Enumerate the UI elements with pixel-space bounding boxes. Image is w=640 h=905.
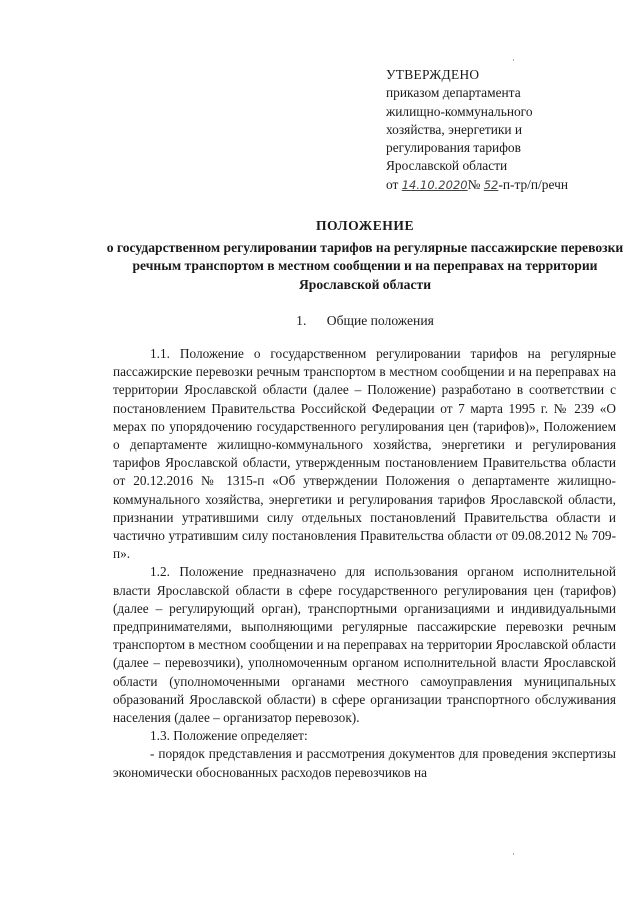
section-number: 1. xyxy=(296,313,307,328)
paragraph: 1.1. Положение о государственном регулировании тарифов на регулярные пассажирские перевозки речным транспортом в местном сообщении и на переправах на территории Ярославской области (далее – Положение) разработано в соответствии с постановлением Правительства Российской Федерации от 7 марта 1995 г. № 239 «О мерах по упорядочению государственного регулирования цен (тарифов)», Положением о департаменте жилищно-коммунального хозяйства, энергетики и регулирования тарифов Ярославской области, утвержденным постановлением Правительства области от 20.12.2016 № 1315-п «Об утверждении Положения о департаменте жилищно-коммунального хозяйства, энергетики и регулирования тарифов Ярославской области, признании утратившими силу отдельных постановлений Правительства области и частично утратившим силу постановления Правительства области от 09.08.2012 № 709-п». xyxy=(113,346,616,562)
scan-speck: · xyxy=(512,56,515,66)
approval-line: Ярославской области xyxy=(386,158,508,174)
document-title: ПОЛОЖЕНИЕ xyxy=(315,218,415,233)
document-subtitle: о государственном регулировании тарифов на регулярные пассажирские перевозки речным транспортом в местном сообщении и на переправах на территории Ярославской области xyxy=(106,239,624,292)
approval-line: регулирования тарифов xyxy=(386,140,521,156)
paragraph: 1.3. Положение определяет: xyxy=(150,728,308,744)
document-title-block xyxy=(100,217,630,294)
approval-date-line xyxy=(386,176,636,194)
handwritten-number: 52 xyxy=(483,177,499,192)
number-sign: № xyxy=(467,176,481,192)
approval-line: жилищно-коммунального xyxy=(386,103,533,119)
scan-speck: · xyxy=(512,850,515,860)
approval-block xyxy=(386,66,636,194)
approval-line: хозяйства, энергетики и xyxy=(386,121,523,137)
document-body xyxy=(113,345,616,782)
approval-heading: УТВЕРЖДЕНО xyxy=(386,67,480,82)
number-suffix: -п-тр/п/речн xyxy=(498,176,568,192)
paragraph: - порядок представления и рассмотрения документов для проведения экспертизы экономически обоснованных расходов перевозчиков на xyxy=(113,746,616,780)
section-name: Общие положения xyxy=(326,313,434,328)
date-prefix: от xyxy=(386,176,399,192)
approval-line: приказом департамента xyxy=(386,85,521,101)
handwritten-date: 14.10.2020 xyxy=(401,177,468,192)
section-heading xyxy=(100,313,630,329)
paragraph: 1.2. Положение предназначено для использования органом исполнительной власти Ярославской области в сфере государственного регулирования цен (тарифов) (далее – регулирующий орган), транспортными организациями и индивидуальными предпринимателями, выполняющими регулярные пассажирские перевозки речным транспортом в местном сообщении и на переправах на территории Ярославской области (далее – перевозчики), уполномоченным органом исполнительной власти Ярославской области (уполномоченными органами местного самоуправления муниципальных образований Ярославской области) в сфере организации транспортного обслуживания населения (далее – организатор перевозок). xyxy=(113,564,616,726)
